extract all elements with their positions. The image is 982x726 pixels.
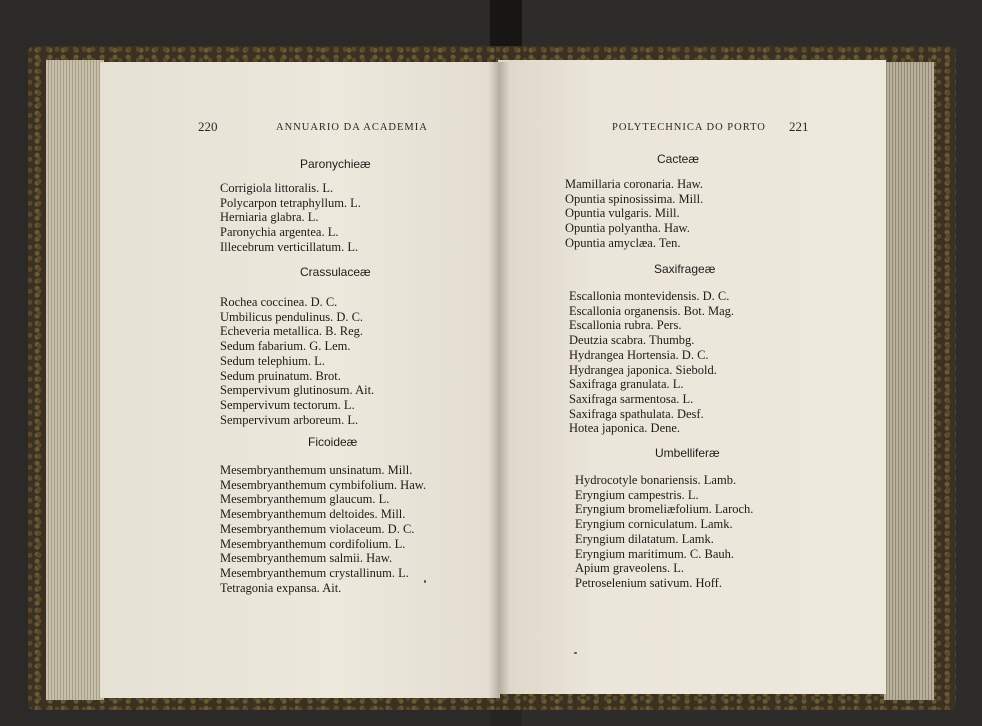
species-entry: Mesembryanthemum cordifolium. L. (220, 536, 406, 551)
section-ficoideae (220, 435, 426, 595)
species-entry: Tetragonia expansa. Ait. (220, 580, 342, 595)
species-entry: Polycarpon tetraphyllum. L. (220, 195, 361, 210)
section-saxifrageae (569, 262, 734, 436)
species-entry: Eryngium campestris. L. (575, 487, 699, 502)
species-entry: Mesembryanthemum violaceum. D. C. (220, 521, 415, 536)
species-entry: Saxifraga spathulata. Desf. (569, 406, 704, 421)
species-entry: Mesembryanthemum unsinatum. Mill. (220, 463, 413, 477)
species-entry: Apium graveolens. L. (575, 561, 685, 576)
species-entry: Hotea japonica. Dene. (569, 421, 681, 436)
species-entry: Umbilicus pendulinus. D. C. (220, 309, 364, 324)
book-gutter (488, 62, 510, 698)
section-crassulaceae (220, 265, 374, 427)
family-heading: Cacteæ (657, 152, 700, 166)
left-page-number: 220 (198, 119, 218, 134)
species-entry: Deutzia scabra. Thumbg. (569, 333, 695, 348)
species-entry: Mesembryanthemum cymbifolium. Haw. (220, 477, 427, 492)
family-heading: Ficoideæ (308, 435, 358, 449)
species-entry: Rochea coccinea. D. C. (220, 295, 338, 309)
section-cacteae (565, 152, 703, 251)
right-page-number: 221 (789, 119, 809, 134)
species-entry: Petroselenium sativum. Hoff. (575, 575, 722, 590)
species-entry: Sedum telephium. L. (220, 353, 325, 368)
species-entry: Sedum pruinatum. Brot. (220, 368, 341, 383)
species-entry: Opuntia vulgaris. Mill. (565, 206, 680, 221)
species-entry: Opuntia spinosissima. Mill. (565, 191, 704, 206)
ink-speck (574, 652, 577, 654)
species-entry: Opuntia amyclæa. Ten. (565, 235, 681, 250)
section-umbelliferae (575, 446, 753, 591)
species-entry: Mesembryanthemum glaucum. L. (220, 492, 390, 507)
species-entry: Saxifraga sarmentosa. L. (569, 391, 694, 406)
family-heading: Saxifrageæ (654, 262, 716, 276)
family-heading: Paronychieæ (300, 157, 371, 171)
species-entry: Hydrocotyle bonariensis. Lamb. (575, 473, 737, 487)
species-entry: Sempervivum glutinosum. Ait. (220, 383, 375, 398)
family-heading: Umbelliferæ (655, 446, 720, 460)
left-running-head: ANNUARIO DA ACADEMIA (276, 122, 428, 133)
species-entry: Eryngium dilatatum. Lamk. (575, 531, 714, 546)
species-entry: Sempervivum arboreum. L. (220, 412, 359, 427)
species-entry: Mesembryanthemum salmii. Haw. (220, 551, 393, 566)
species-entry: Eryngium corniculatum. Lamk. (575, 517, 733, 532)
species-entry: Echeveria metallica. B. Reg. (220, 324, 363, 339)
species-entry: Paronychia argentea. L. (220, 225, 339, 240)
species-entry: Opuntia polyantha. Haw. (565, 221, 690, 236)
section-paronychieae (220, 157, 371, 255)
species-entry: Mesembryanthemum deltoides. Mill. (220, 507, 406, 522)
species-entry: Mamillaria coronaria. Haw. (565, 177, 704, 191)
species-entry: Hydrangea japonica. Siebold. (569, 362, 717, 377)
species-entry: Mesembryanthemum crystallinum. L. (220, 565, 409, 580)
species-entry: Escallonia montevidensis. D. C. (569, 289, 730, 303)
page-edges-left (46, 60, 104, 700)
species-entry: Eryngium bromeliæfolium. Laroch. (575, 502, 754, 517)
species-entry: Saxifraga granulata. L. (569, 377, 684, 392)
species-entry: Corrigiola littoralis. L. (220, 181, 334, 195)
right-running-head: POLYTECHNICA DO PORTO (612, 122, 766, 133)
species-entry: Escallonia rubra. Pers. (569, 318, 682, 333)
species-entry: Eryngium maritimum. C. Bauh. (575, 546, 735, 561)
species-entry: Herniaria glabra. L. (220, 210, 319, 225)
species-entry: Sempervivum tectorum. L. (220, 397, 355, 412)
species-entry: Escallonia organensis. Bot. Mag. (569, 303, 735, 318)
species-entry: Illecebrum verticillatum. L. (220, 239, 359, 254)
species-entry: Sedum fabarium. G. Lem. (220, 339, 351, 354)
page-edges-right (884, 62, 934, 700)
ink-speck (424, 580, 426, 583)
species-entry: Hydrangea Hortensia. D. C. (569, 347, 709, 362)
family-heading: Crassulaceæ (300, 265, 371, 279)
